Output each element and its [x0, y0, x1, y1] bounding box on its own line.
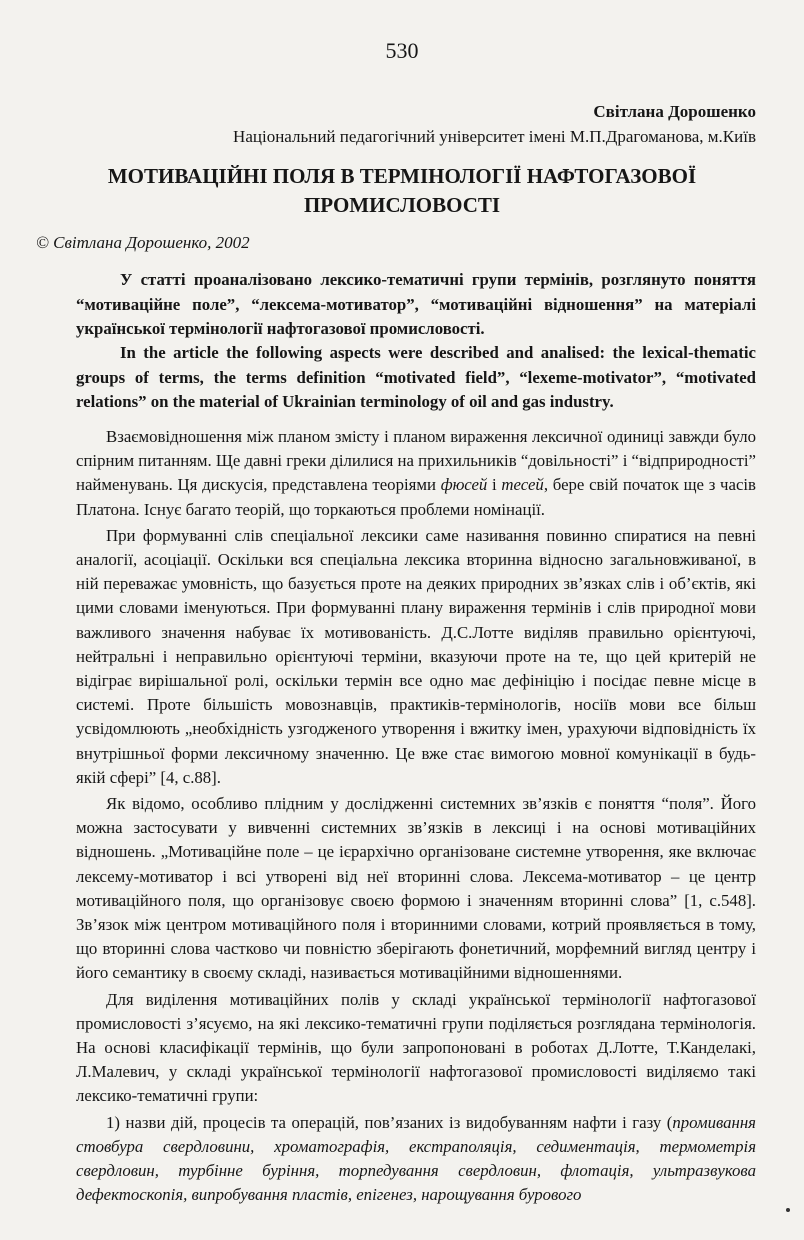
p1-italic-term-1: фюсей	[440, 475, 488, 495]
author-affiliation: Національний педагогічний університет імені М.П.Драгоманова, м.Київ	[233, 127, 756, 146]
p1-italic-term-2: тесей	[501, 475, 544, 495]
p1-text-a: Взаємовідношення між планом змісту і планом вираження лексичної одиниці завжди було спірним питанням. Ще давні греки ділилися на прихильників “довільності” і “відприродності” найменувань. Ця дискусія, представлена теоріями	[76, 427, 756, 495]
body-paragraph-2: При формуванні слів спеціальної лексики саме називання повинно спиратися на певні аналогії, асоціації. Оскільки вся спеціальна лексика вторинна відносно загальновживаної, в ній переважає умовність, що базується проте на деяких природних зв’язках слів і об’єктів, які цими словами іменуються. При формуванні плану вираження термінів і слів природної мови важливого значення набуває їх мотивованість. Д.С.Лотте виділяв правильно орієнтуючі, нейтральні і неправильно орієнтуючі терміни, вказуючи проте на те, що цей критерій не відіграє вирішальної ролі, оскільки термін все одно має дефініцію і посідає певне місце в системі. Проте більшість мовознавців, практиків-термінологів, носіїв мови все більш усвідомлюють „необхідність узгодженого утворення і вжитку імен, урахуючи відповідність їх внутрішньої форми лексичному значенню. Це вже стає вимогою мовної комунікації в будь-якій сфері” [4, с.88].	[76, 525, 756, 787]
body-paragraph-3: Як відомо, особливо плідним у дослідженні системних зв’язків є поняття “поля”. Його можна застосувати у вивченні системних зв’язків в лексиці і на основі мотиваційних відношень. „Мотиваційне поле – це ієрархічно організоване системне утворення, яке включає лексему-мотиватор і всі утворені від неї вторинні слова. Лексема-мотиватор – це центр мотиваційного поля, що організовує своєю формою і значенням вторинні слова” [1, с.548]. Зв’язок між центром мотиваційного поля і вторинними словами, котрий проявляється в тому, що вторинні слова частково чи повністю зберігають фонетичний, морфемний вигляд центру і його семантику в своєму складі, називається мотиваційними відношеннями.	[76, 794, 756, 983]
body-paragraph-1	[76, 425, 756, 522]
body-paragraph-4: Для виділення мотиваційних полів у складі української термінології нафтогазової промисловості з’ясуємо, на які лексико-тематичні групи поділяється розглядана термінологія. На основі класифікації термінів, що були запропоновані в роботах Д.Лотте, Т.Канделакі, Л.Малевич, у складі української термінології нафтогазової промисловості виділяємо такі лексико-тематичні групи:	[76, 989, 756, 1106]
body-paragraph-5	[76, 1111, 756, 1208]
abstract-english: In the article the following aspects were described and analised: the lexical-thematic groups of terms, the terms definition “motivated field”, “lexeme-motivator”, “motivated relations” on the material of Ukrainian terminology of oil and gas industry.	[76, 343, 756, 411]
copyright-line: © Світлана Дорошенко, 2002	[36, 233, 250, 252]
page-number: 530	[385, 38, 419, 63]
article-title: МОТИВАЦІЙНІ ПОЛЯ В ТЕРМІНОЛОГІЇ НАФТОГАЗОВОЇ ПРОМИСЛОВОСТІ	[107, 164, 697, 217]
author-name: Світлана Дорошенко	[593, 102, 756, 121]
scan-speck	[786, 1208, 790, 1212]
article-body	[76, 425, 756, 1210]
p5-italic-examples: промивання стовбура свердловини, хроматографія, екстраполяція, седиментація, термометрія свердловин, турбінне буріння, торпедування свердловин, флотація, ультразвукова дефектоскопія, випробування пластів, епігенез, нарощування бурового	[76, 1112, 756, 1205]
p5-text-a: 1) назви дій, процесів та операцій, пов’язаних із видобуванням нафти і газу (	[106, 1112, 673, 1132]
abstract-ukrainian: У статті проаналізовано лексико-тематичні групи термінів, розглянуто поняття “мотиваційне поле”, “лексема-мотиватор”, “мотиваційні відношення” на матеріалі української термінології нафтогазової промисловості.	[76, 270, 756, 338]
p1-text-b: і	[487, 475, 502, 495]
p1-text-c: , бере свій початок ще з часів Платона. Існує багато теорій, що торкаються проблеми номінації.	[76, 475, 756, 519]
